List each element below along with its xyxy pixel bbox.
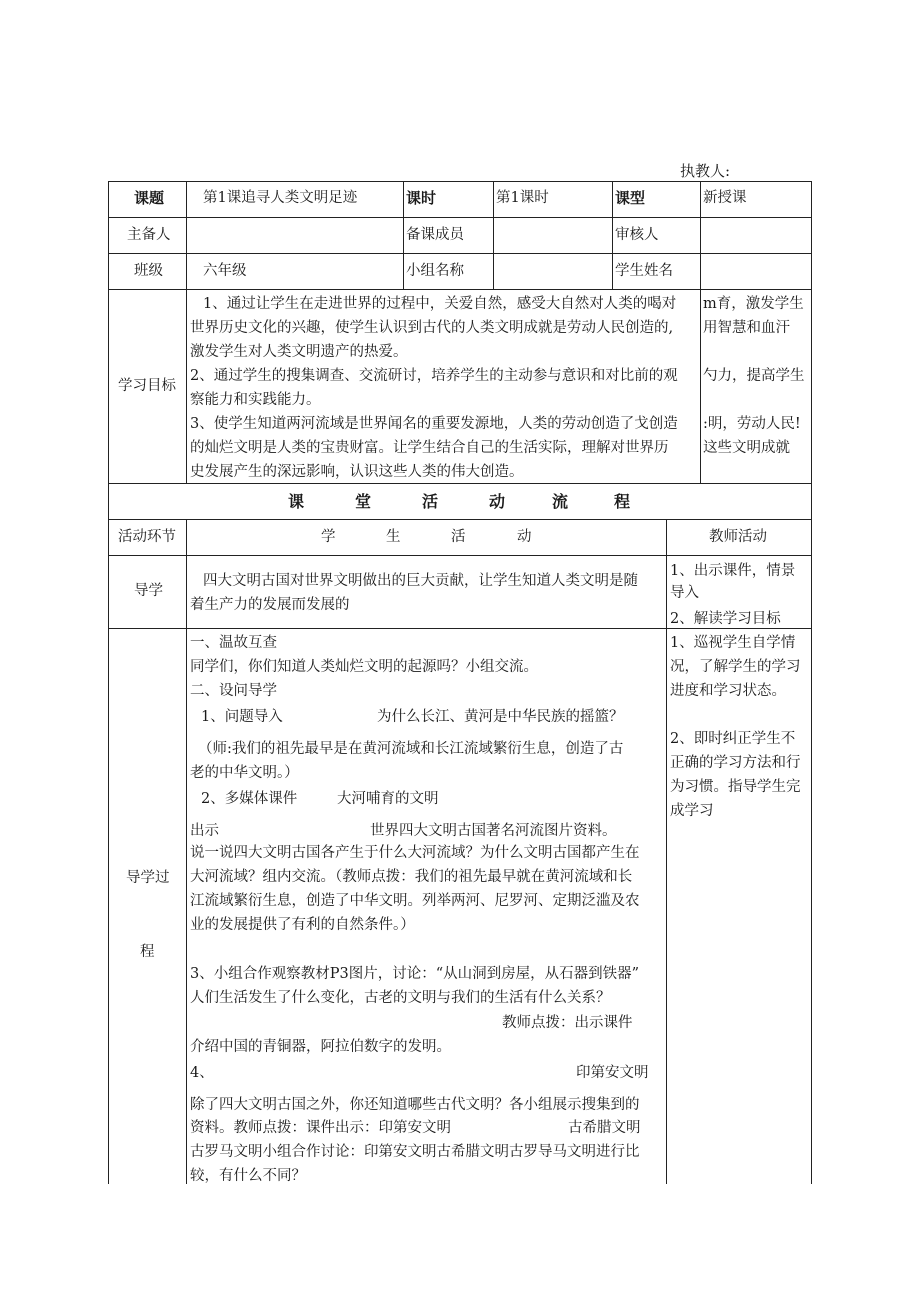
process-line: 介绍中国的青铜器，阿拉伯数字的发明。: [190, 1039, 451, 1055]
goal-line: 2、通过学生的搜集调查、交流研讨，培养学生的主动参与意识和对比前的观: [190, 368, 678, 384]
reviewer-label: 审核人: [615, 227, 659, 243]
goal-line: 1、通过让学生在走进世界的过程中，关爱自然，感受大自然对人类的喝对: [203, 296, 677, 312]
process-line: 古罗马文明小组合作讨论：印第安文明古希腊文明古罗导马文明进行比: [190, 1144, 640, 1160]
intro-teacher-line: 2、解读学习目标: [670, 611, 781, 627]
members-label: 备课成员: [406, 227, 464, 243]
goal-line: 世界历史文化的兴趣，使学生认识到古代的人类文明成就是劳动人民创造的,: [190, 320, 674, 336]
topic-label: 课题: [134, 189, 165, 207]
preparer-label: 主备人: [127, 227, 171, 243]
process-teacher-line: 1、巡视学生自学情: [670, 635, 796, 651]
goal-line: 3、使学生知道两河流域是世界闻名的重要发源地，人类的劳动创造了戈创造: [190, 416, 678, 432]
process-line: 为什么长江、黄河是中华民族的摇篮？: [377, 709, 624, 725]
process-label-cont: 程: [140, 944, 155, 960]
process-line: 说一说四大文明古国各产生于什么大河流域？为什么文明古国都产生在: [190, 845, 640, 861]
goal-right-line: 勺力，提高学生: [703, 368, 805, 384]
process-line: 古希腊文明: [568, 1120, 641, 1136]
process-line: 较，有什么不同？: [190, 1168, 306, 1184]
intro-student-line: 着生产力的发展而发展的: [190, 597, 350, 613]
process-line: 一、温故互查: [190, 635, 277, 651]
class-label: 班级: [134, 263, 163, 279]
process-line: 1、问题导入: [201, 709, 283, 725]
col-stage-header: 活动环节: [118, 529, 176, 545]
goals-label: 学习目标: [118, 378, 176, 394]
process-teacher-line: 2、即时纠正学生不: [670, 731, 796, 747]
process-teacher-line: 成学习: [670, 803, 714, 819]
goal-right-line: m育，激发学生: [703, 296, 804, 312]
process-line: 印第安文明: [576, 1065, 649, 1081]
class-value: 六年级: [203, 263, 247, 279]
intro-label: 导学: [134, 583, 163, 599]
process-line: 除了四大文明古国之外，你还知道哪些古代文明？各小组展示搜集到的: [190, 1097, 640, 1113]
process-teacher-line: 为习惯。指导学生完: [670, 779, 801, 795]
process-line: 老的中华文明。）: [190, 765, 299, 781]
process-line: （师:我们的祖先最早是在黄河流域和长江流域繁衍生息，创造了古: [198, 741, 624, 757]
intro-teacher-line: 导入: [670, 585, 699, 601]
process-line: 业的发展提供了有利的自然条件。）: [190, 917, 415, 933]
process-line: 二、设问导学: [190, 683, 277, 699]
process-line: 同学们，你们知道人类灿烂文明的起源吗？小组交流。: [190, 659, 538, 675]
process-label: 导学过: [126, 870, 170, 886]
col-teacher-header: 教师活动: [709, 529, 767, 545]
goal-line: 史发展产生的深远影响，认识这些人类的伟大创造。: [190, 464, 524, 480]
goal-line: 察能力和实践能力。: [190, 392, 321, 408]
topic-value: 第1课追寻人类文明足迹: [203, 190, 358, 206]
process-line: 大河流域？组内交流。（教师点拨：我们的祖先最早就在黄河流域和长: [190, 869, 633, 885]
process-line: 大河哺育的文明: [337, 791, 439, 807]
process-line: 世界四大文明古国著名河流图片资料。: [370, 823, 617, 839]
process-line: 江流域繁衍生息，创造了中华文明。列举两河、尼罗河、定期泛滥及农: [190, 893, 640, 909]
group-label: 小组名称: [406, 263, 464, 279]
process-line: 2、多媒体课件: [201, 791, 298, 807]
goal-line: 的灿烂文明是人类的宝贵财富。让学生结合自己的生活实际，理解对世界历: [190, 440, 669, 456]
student-label: 学生姓名: [615, 263, 673, 279]
period-label: 课时: [406, 189, 437, 207]
teacher-label: 执教人:: [680, 162, 731, 180]
goal-right-line: 用智慧和血汗: [703, 320, 790, 336]
goal-right-line: :明，劳动人民!: [703, 416, 801, 432]
process-line: 出示: [190, 823, 219, 839]
process-line: 人们生活发生了什么变化，古老的文明与我们的生活有什么关系？: [190, 990, 611, 1006]
intro-teacher-line: 1、出示课件，情景: [670, 563, 796, 579]
process-teacher-line: 况，了解学生的学习: [670, 659, 801, 675]
process-line: 3、小组合作观察教材P3图片，讨论：“从山洞到房屋，从石器到铁器”: [190, 966, 640, 982]
process-line: 4、: [190, 1065, 214, 1081]
intro-student-line: 四大文明古国对世界文明做出的巨大贡献，让学生知道人类文明是随: [203, 573, 638, 589]
goal-line: 激发学生对人类文明遗产的热爱。: [190, 344, 408, 360]
type-value: 新授课: [703, 190, 747, 206]
process-line: 教师点拨：出示课件: [502, 1015, 633, 1031]
process-teacher-line: 进度和学习状态。: [670, 683, 786, 699]
goal-right-line: 这些文明成就: [703, 440, 790, 456]
process-teacher-line: 正确的学习方法和行: [670, 755, 801, 771]
process-line: 资料。教师点拨：课件出示：印第安文明: [190, 1120, 451, 1136]
type-label: 课型: [615, 189, 646, 207]
period-value: 第1课时: [496, 190, 549, 206]
